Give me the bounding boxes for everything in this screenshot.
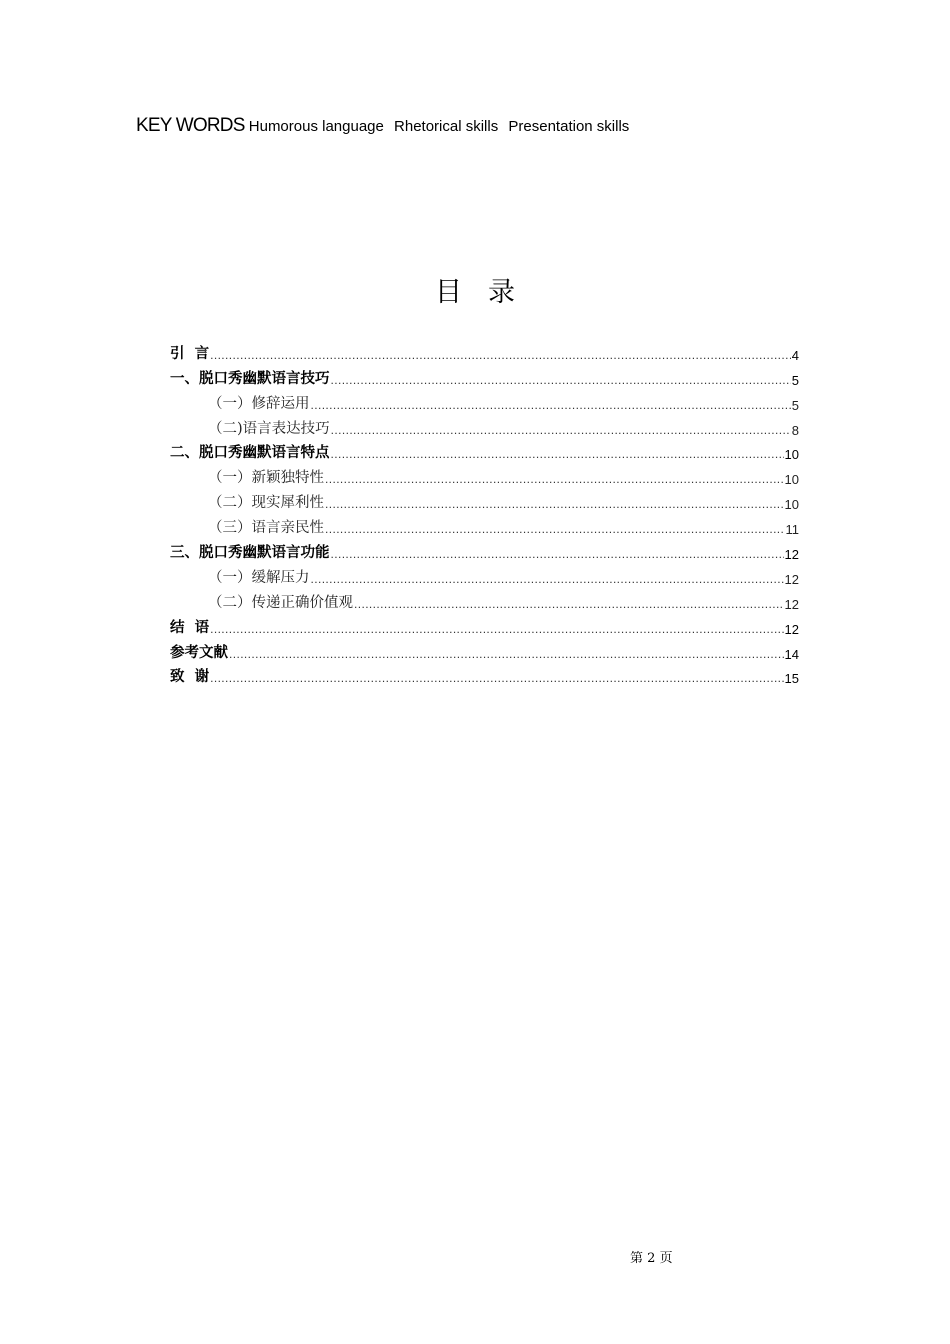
toc-entry-title: （一）缓解压力 [208, 569, 310, 586]
toc-entry-title: （一）修辞运用 [208, 395, 310, 412]
toc-dot-leader [311, 398, 791, 413]
toc-entry-title: 引 言 [170, 345, 210, 362]
toc-entry[interactable] [170, 612, 799, 637]
toc-dot-leader [210, 622, 783, 637]
toc-entry-title: 致 谢 [170, 669, 210, 686]
toc-dot-leader [325, 497, 784, 512]
toc-entry-title: （一）新颖独特性 [208, 470, 324, 487]
toc-entry-title: 三、脱口秀幽默语言功能 [170, 545, 330, 562]
toc-entry[interactable] [170, 562, 799, 587]
toc-dot-leader [229, 647, 784, 662]
toc-entry-page: 5 [791, 372, 799, 388]
toc-entry-page: 15 [784, 671, 799, 687]
toc-entry-title: （二)语言表达技巧 [208, 420, 330, 437]
toc-dot-leader [311, 572, 784, 587]
keywords-line [136, 115, 836, 137]
toc-entry[interactable] [170, 413, 799, 438]
toc-entry-page: 10 [784, 497, 799, 513]
table-of-contents [170, 338, 799, 686]
toc-entry-page: 12 [784, 547, 799, 563]
toc-entry[interactable] [170, 587, 799, 612]
toc-entry-title: 参考文献 [170, 644, 228, 661]
footer-prefix: 第 [630, 1251, 644, 1266]
toc-dot-leader [325, 472, 784, 487]
toc-entry-page: 14 [784, 646, 799, 662]
keyword-item: Presentation skills [508, 118, 630, 135]
toc-entry[interactable] [170, 388, 799, 413]
toc-entry[interactable] [170, 363, 799, 388]
toc-entry-page: 11 [785, 522, 799, 538]
toc-dot-leader [210, 348, 791, 363]
toc-entry[interactable] [170, 487, 799, 512]
toc-entry-page: 10 [784, 447, 799, 463]
toc-entry[interactable] [170, 438, 799, 463]
toc-entry[interactable] [170, 512, 799, 537]
toc-entry-page: 12 [784, 571, 799, 587]
toc-dot-leader [354, 597, 784, 612]
toc-dot-leader [331, 423, 791, 438]
toc-entry-page: 8 [791, 422, 799, 438]
toc-entry-page: 12 [784, 621, 799, 637]
toc-dot-leader [210, 671, 783, 686]
toc-entry[interactable] [170, 537, 799, 562]
keyword-item: Humorous language [248, 118, 384, 135]
page-footer [630, 1247, 673, 1266]
keyword-item: Rhetorical skills [394, 118, 499, 135]
toc-entry-page: 5 [791, 397, 799, 413]
toc-entry-title: （三）语言亲民性 [208, 520, 324, 537]
toc-entry-page: 12 [784, 596, 799, 612]
toc-dot-leader [331, 447, 784, 462]
toc-entry-page: 10 [784, 472, 799, 488]
toc-dot-leader [325, 522, 785, 537]
footer-suffix: 页 [659, 1251, 673, 1266]
toc-entry-page: 4 [791, 347, 799, 363]
toc-entry-title: 二、脱口秀幽默语言特点 [170, 445, 330, 462]
footer-page-number: 2 [647, 1251, 656, 1266]
toc-entry-title: 一、脱口秀幽默语言技巧 [170, 370, 330, 387]
toc-entry[interactable] [170, 462, 799, 487]
toc-dot-leader [331, 547, 784, 562]
toc-entry-title: 结 语 [170, 619, 210, 636]
keywords-label: KEY WORDS [136, 115, 245, 136]
toc-entry-title: （二）传递正确价值观 [208, 594, 353, 611]
toc-title: 目录 [435, 277, 541, 308]
toc-dot-leader [331, 373, 791, 388]
toc-entry-title: （二）现实犀利性 [208, 495, 324, 512]
toc-entry[interactable] [170, 662, 799, 687]
toc-entry[interactable] [170, 637, 799, 662]
toc-entry[interactable] [170, 338, 799, 363]
